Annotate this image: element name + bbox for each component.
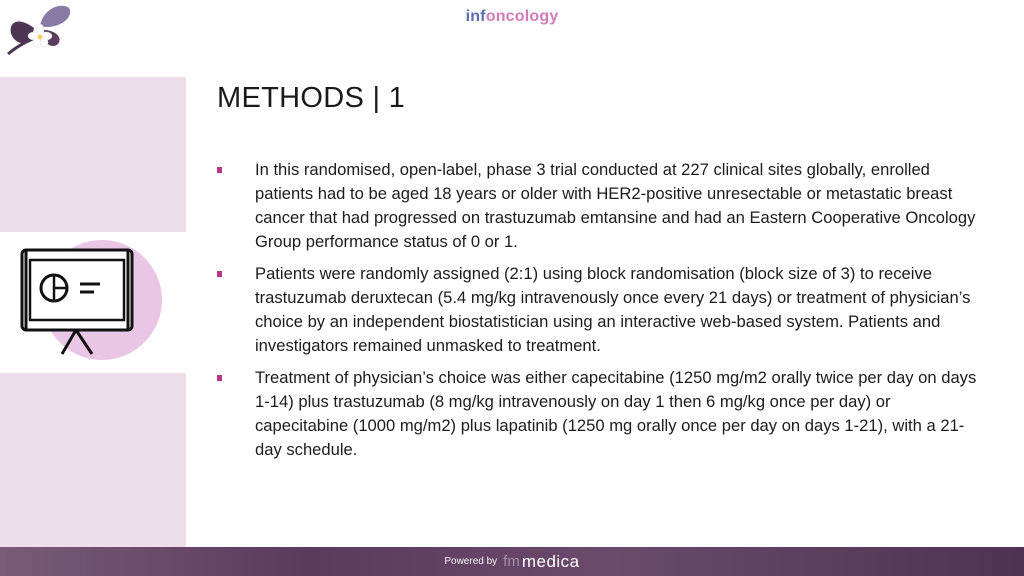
- powered-by-label: Powered by: [444, 556, 498, 567]
- footer-logo-prefix: fm: [503, 553, 520, 570]
- bullet-item: [217, 366, 977, 462]
- brand-suffix: oncology: [485, 8, 559, 25]
- bullet-marker-icon: [217, 271, 222, 277]
- side-panel-bottom: [0, 373, 186, 547]
- side-panel-top: [0, 77, 186, 232]
- bullet-marker-icon: [217, 375, 222, 381]
- footer-bar: [0, 547, 1024, 576]
- bullet-text: In this randomised, open-label, phase 3 trial conducted at 227 clinical sites globally, enrolled patients had to be aged 18 years or older with HER2-positive unresectable or metastatic breast cancer that had progressed on trastuzumab emtansine and had an Eastern Cooperative Oncology Group performance status of 0 or 1.: [255, 160, 976, 251]
- slide-title: METHODS | 1: [217, 82, 406, 114]
- bullet-marker-icon: [217, 167, 222, 173]
- brand-logo: [0, 8, 1024, 26]
- presentation-board-icon: [0, 232, 186, 373]
- bullet-text: Treatment of physician’s choice was either capecitabine (1250 mg/m2 orally twice per day on days 1-14) plus trastuzumab (8 mg/kg intravenously on day 1 then 6 mg/kg once per day) or capecitabine (1000 mg/m2) plus lapatinib (1250 mg orally once per day on days 1-21), with a 21-day schedule.: [255, 368, 977, 459]
- footer-logo-name: medica: [521, 551, 580, 571]
- bullet-item: [217, 262, 977, 358]
- bullet-item: [217, 158, 977, 254]
- bullet-list: [217, 158, 977, 470]
- brand-prefix: inf: [465, 8, 486, 25]
- bullet-text: Patients were randomly assigned (2:1) using block randomisation (block size of 3) to receive trastuzumab deruxtecan (5.4 mg/kg intravenously once every 21 days) or treatment of physician’s choice by an independent biostatistician using an interactive web-based system. Patients and investigators remained unmasked to treatment.: [255, 264, 971, 355]
